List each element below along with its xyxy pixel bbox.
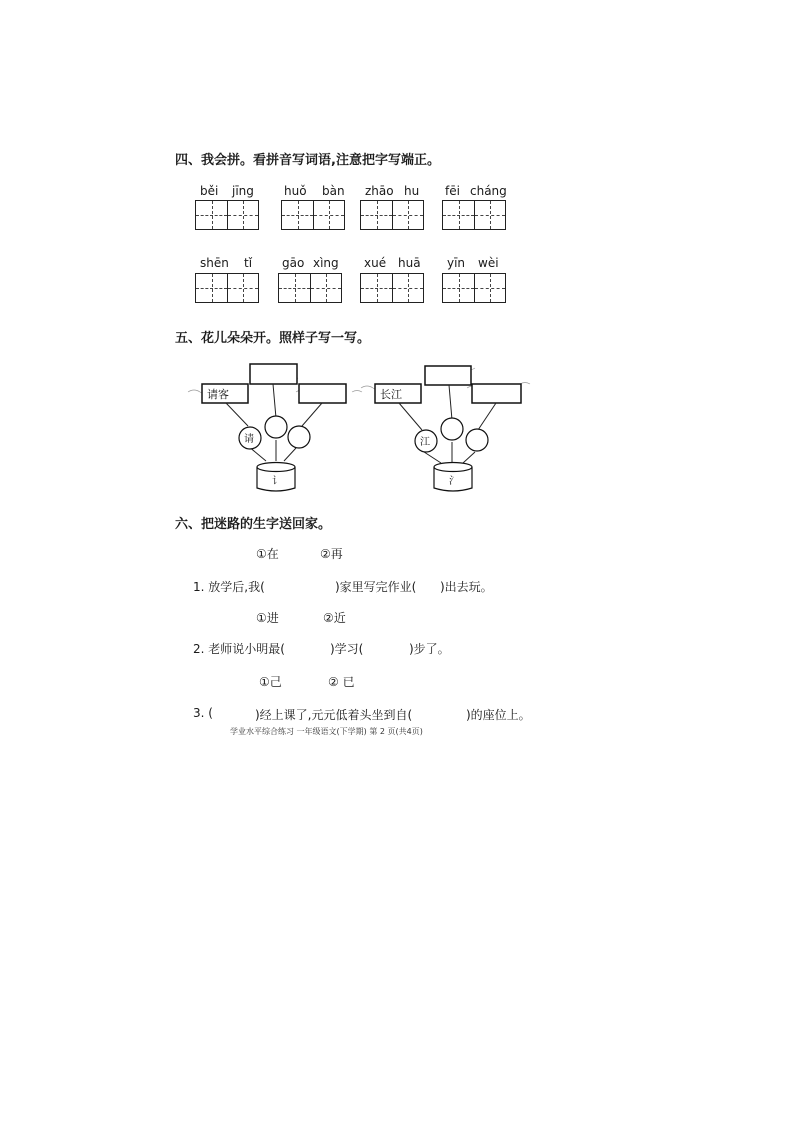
pinyin-1a: běi	[200, 184, 219, 198]
pinyin-7a: xué	[364, 256, 387, 270]
q2-option-2: ②近	[323, 611, 346, 625]
pinyin-5b: tǐ	[244, 256, 253, 270]
flower-pot	[257, 463, 295, 472]
pinyin-3a: zhāo	[365, 184, 394, 198]
q3-blank-1[interactable]	[214, 706, 254, 722]
q1-text-a: 1. 放学后,我(	[193, 580, 265, 594]
word-box-text: 长江	[380, 388, 402, 401]
flower-circle-blank	[441, 418, 463, 440]
writing-grid[interactable]	[442, 200, 506, 230]
flower-char: 江	[420, 437, 430, 448]
flower-pot	[434, 463, 472, 472]
page-footer: 学业水平综合练习 一年级语文(下学期) 第 2 页(共4页)	[230, 727, 423, 736]
q3-text-a: 3. (	[193, 706, 213, 720]
section5-heading: 五、花儿朵朵开。照样子写一写。	[175, 331, 371, 346]
pinyin-8a: yīn	[447, 256, 466, 270]
q3-text-c: )的座位上。	[466, 708, 531, 722]
q1-text-b: )家里写完作业(	[335, 580, 417, 594]
word-box-blank	[425, 366, 471, 385]
flower-char: 请	[244, 434, 254, 445]
flower-circle-blank	[288, 426, 310, 448]
writing-grid[interactable]	[360, 273, 424, 303]
flower-circle-blank	[466, 429, 488, 451]
q2-text-a: 2. 老师说小明最(	[193, 642, 285, 656]
writing-grid[interactable]	[442, 273, 506, 303]
q2-option-1: ①进	[256, 611, 279, 625]
q1-option-1: ①在	[256, 547, 279, 561]
pinyin-2a: huǒ	[284, 184, 307, 198]
flower-diagram-left	[180, 358, 370, 498]
q3-blank-2[interactable]	[425, 706, 465, 722]
pinyin-4b: cháng	[470, 184, 507, 198]
q2-blank-1[interactable]	[297, 640, 329, 656]
pinyin-3b: hu	[404, 184, 420, 198]
word-box-text: 请客	[207, 388, 229, 401]
writing-grid[interactable]	[281, 200, 345, 230]
q2-text-b: )学习(	[330, 642, 364, 656]
section6-heading: 六、把迷路的生字送回家。	[175, 517, 332, 532]
writing-grid[interactable]	[278, 273, 342, 303]
q2-blank-2[interactable]	[378, 640, 408, 656]
q2-text-c: )步了。	[409, 642, 450, 656]
word-box-blank	[299, 384, 346, 403]
pinyin-4a: fēi	[445, 184, 460, 198]
pinyin-8b: wèi	[478, 256, 499, 270]
writing-grid[interactable]	[195, 273, 259, 303]
q1-text-c: )出去玩。	[440, 580, 493, 594]
word-box-blank	[472, 384, 521, 403]
q1-blank-2[interactable]	[409, 578, 439, 594]
pinyin-6a: gāo	[282, 256, 305, 270]
q3-text-b: )经上课了,元元低着头坐到自(	[255, 708, 413, 722]
pot-radical: 氵	[449, 476, 459, 487]
q1-option-2: ②再	[320, 547, 343, 561]
pinyin-2b: bàn	[322, 184, 345, 198]
q1-blank-1[interactable]	[304, 578, 334, 594]
pinyin-6b: xìng	[313, 256, 339, 270]
pot-radical: 讠	[272, 476, 282, 487]
section4-heading: 四、我会拼。看拼音写词语,注意把字写端正。	[175, 153, 440, 168]
q3-option-1: ①己	[259, 675, 282, 689]
pinyin-5a: shēn	[200, 256, 229, 270]
flower-circle-blank	[265, 416, 287, 438]
q3-option-2: ② 已	[328, 675, 355, 689]
pinyin-7b: huā	[398, 256, 421, 270]
writing-grid[interactable]	[195, 200, 259, 230]
pinyin-1b: jīng	[232, 184, 254, 198]
flower-diagram-right	[355, 360, 545, 500]
writing-grid[interactable]	[360, 200, 424, 230]
word-box-blank	[250, 364, 297, 384]
